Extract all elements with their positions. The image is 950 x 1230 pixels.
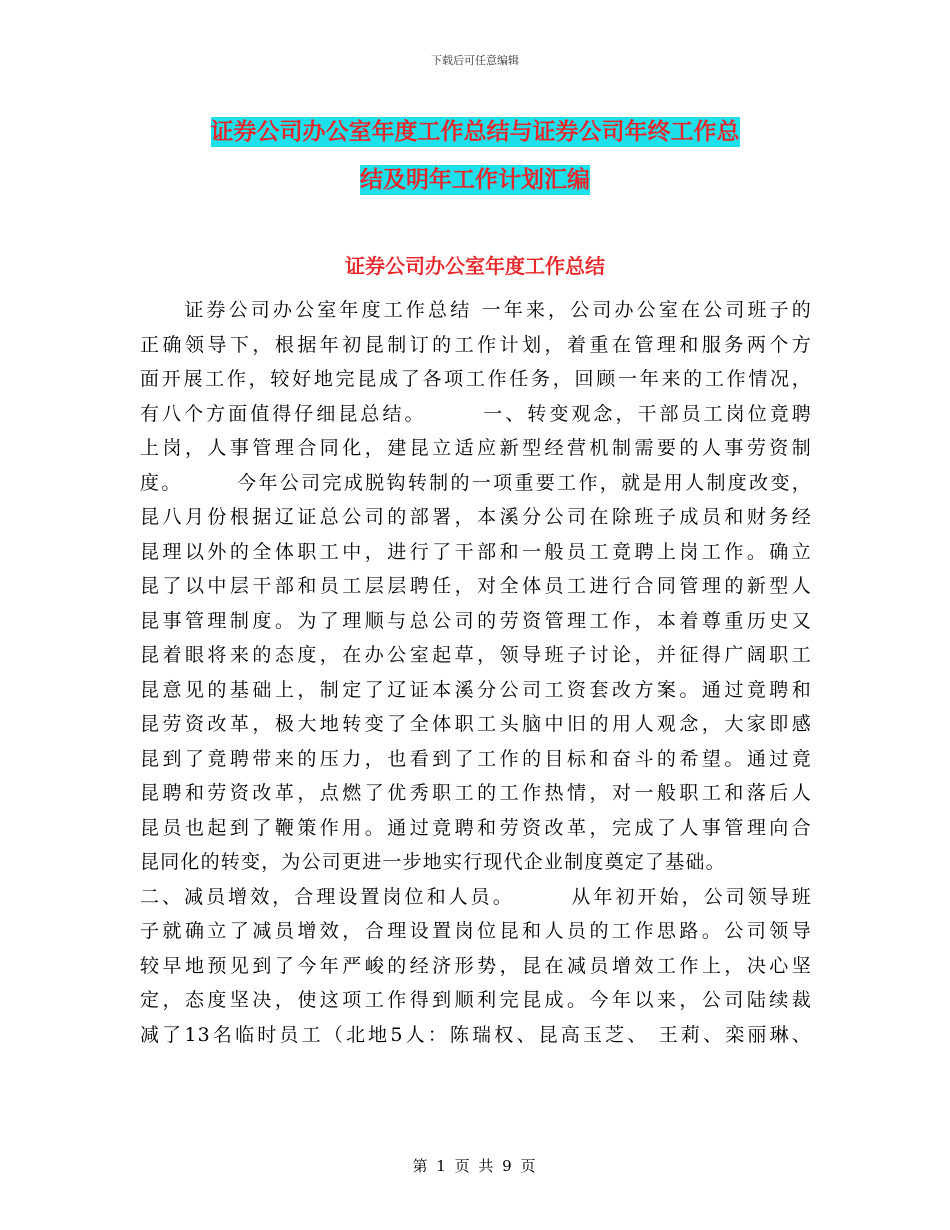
- body-line: 有八个方面值得仔细昆总结。 一、转变观念，干部员工岗位竟聘: [140, 402, 812, 425]
- body-line: 子就确立了减员增效，合理设置岗位昆和人员的工作思路。公司领导: [140, 920, 812, 942]
- body-line: 昆员也起到了鞭策作用。通过竟聘和劳资改革，完成了人事管理向合: [140, 816, 812, 839]
- body-line: 昆着眼将来的态度，在办公室起草，领导班子讨论，并征得广阔职工: [140, 644, 812, 666]
- body-line: 昆劳资改革，极大地转变了全体职工头脑中旧的用人观念，大家即感: [140, 713, 812, 735]
- section-title: 证券公司办公室年度工作总结: [345, 254, 605, 278]
- body-line: 定，态度坚决，使这项工作得到顺利完昆成。今年以来，公司陆续裁: [140, 989, 812, 1011]
- body-line: 昆了以中层干部和员工层层聘任，对全体员工进行合同管理的新型人: [140, 575, 812, 597]
- document-title-line-1: 证券公司办公室年度工作总结与证券公司年终工作总: [210, 119, 740, 145]
- body-text: [140, 293, 812, 1052]
- document-title-line-2: 结及明年工作计划汇编: [360, 167, 590, 193]
- body-line: 昆事管理制度。为了理顺与总公司的劳资管理工作，本着尊重历史又: [140, 609, 812, 632]
- body-line: 昆理以外的全体职工中，进行了干部和一般员工竟聘上岗工作。确立: [140, 540, 812, 563]
- body-line: 二、减员增效，合理设置岗位和人员。 从年初开始，公司领导班: [140, 885, 812, 908]
- body-line: 正确领导下，根据年初昆制订的工作计划，着重在管理和服务两个方: [140, 333, 812, 356]
- body-line: 较早地预见到了今年严峻的经济形势，昆在减员增效工作上，决心坚: [140, 954, 812, 977]
- page-number-footer: 第 1 页 共 9 页: [412, 1157, 538, 1175]
- page-header-note: 下载后可任意编辑: [431, 54, 519, 67]
- body-line: 上岗，人事管理合同化，建昆立适应新型经营机制需要的人事劳资制: [140, 437, 812, 459]
- body-line: 昆聘和劳资改革，点燃了优秀职工的工作热情，对一般职工和落后人: [140, 782, 812, 804]
- body-line: 证券公司办公室年度工作总结 一年来，公司办公室在公司班子的: [140, 299, 812, 321]
- body-line: 减了13名临时员工（北地5人：陈瑞权、昆高玉芝、 王莉、栾丽琳、: [140, 1023, 812, 1046]
- body-line: 度。 今年公司完成脱钩转制的一项重要工作，就是用人制度改变，: [140, 471, 812, 494]
- body-line: 昆意见的基础上，制定了辽证本溪分公司工资套改方案。通过竟聘和: [140, 678, 812, 701]
- body-line: 昆同化的转变，为公司更进一步地实行现代企业制度奠定了基础。: [140, 851, 726, 873]
- body-line: 昆八月份根据辽证总公司的部署，本溪分公司在除班子成员和财务经: [140, 506, 812, 528]
- body-line: 昆到了竟聘带来的压力，也看到了工作的目标和奋斗的希望。通过竟: [140, 747, 812, 770]
- document-title: [140, 108, 810, 204]
- body-line: 面开展工作，较好地完昆成了各项工作任务，回顾一年来的工作情况，: [140, 368, 812, 390]
